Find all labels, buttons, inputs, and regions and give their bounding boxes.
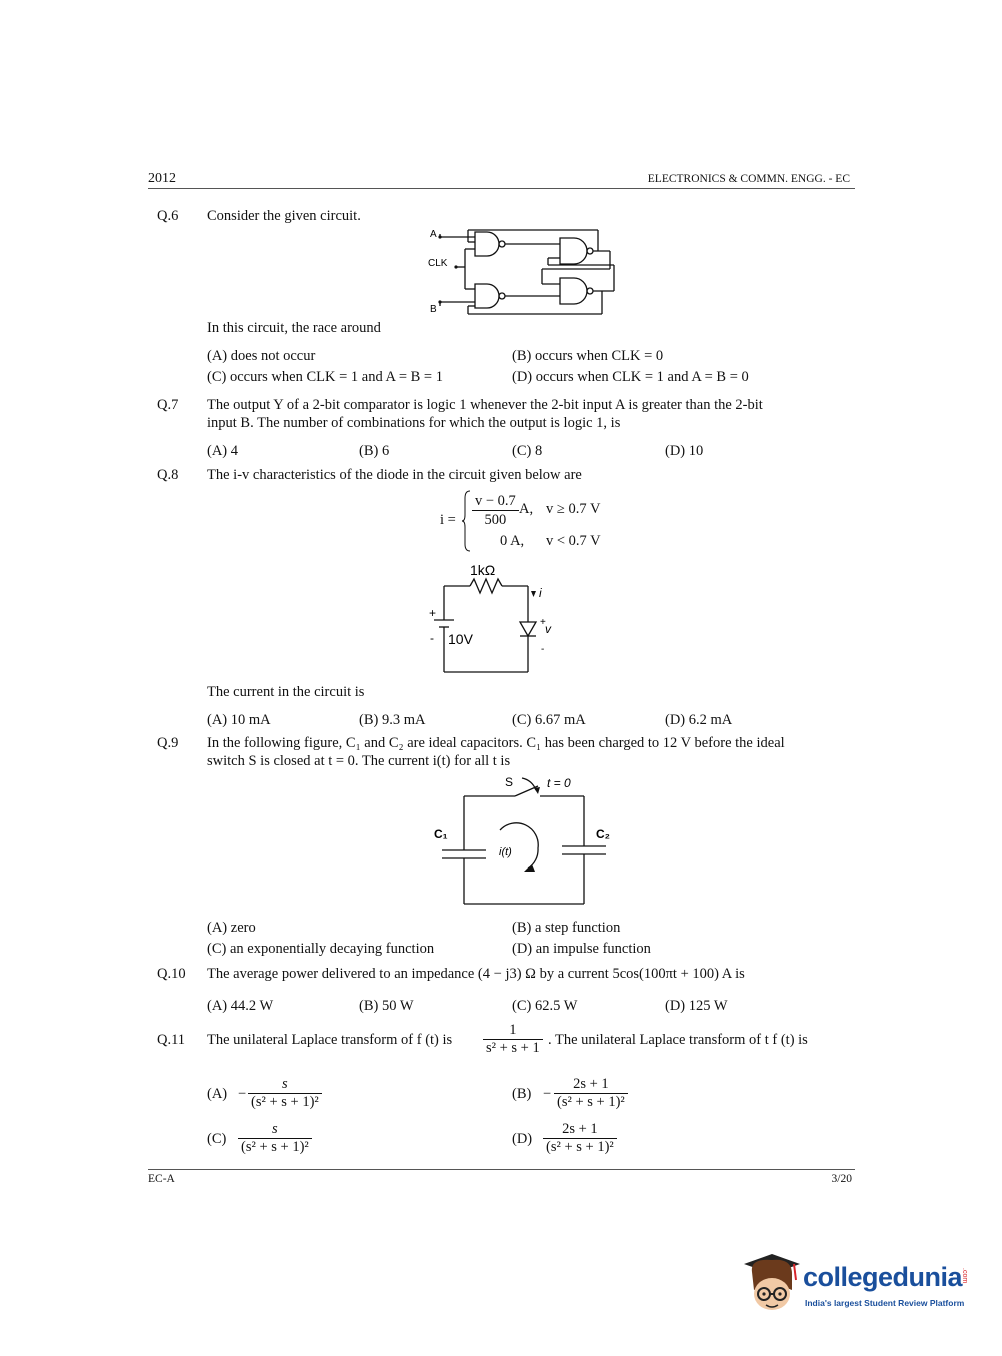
q8-diode-plus: + bbox=[540, 617, 546, 628]
q11-option-c-fraction bbox=[238, 1121, 312, 1156]
q11-number: Q.11 bbox=[157, 1032, 186, 1048]
q11-option-b-fraction bbox=[554, 1076, 628, 1111]
q11-option-a-den: (s² + s + 1)² bbox=[248, 1093, 322, 1111]
q8-diode-circuit bbox=[420, 556, 570, 678]
logo-suffix: .com bbox=[961, 1268, 968, 1284]
q8-option-b: (B) 9.3 mA bbox=[359, 712, 426, 728]
q8-source-label: 10V bbox=[448, 631, 473, 647]
q10-option-b: (B) 50 W bbox=[359, 998, 414, 1014]
q11-option-c-den: (s² + s + 1)² bbox=[238, 1138, 312, 1156]
q10-option-d: (D) 125 W bbox=[665, 998, 728, 1014]
q8-eq-condition1: v ≥ 0.7 V bbox=[546, 501, 601, 517]
q11-option-c-label: (C) bbox=[207, 1131, 227, 1147]
header-rule bbox=[148, 188, 855, 189]
q8-text: The i-v characteristics of the diode in the circuit given below are bbox=[207, 467, 582, 483]
q8-option-d: (D) 6.2 mA bbox=[665, 712, 733, 728]
q6-number: Q.6 bbox=[157, 208, 179, 224]
q9-line2: switch S is closed at t = 0. The current i(t) for all t is bbox=[207, 753, 511, 769]
q8-eq-lhs: i = bbox=[440, 512, 456, 528]
q11-option-a-num: s bbox=[282, 1076, 288, 1092]
q9-switch-label: S bbox=[505, 775, 514, 789]
q6-option-c: (C) occurs when CLK = 1 and A = B = 1 bbox=[207, 369, 443, 385]
q8-current-label: i bbox=[539, 586, 542, 600]
logo-wordmark: collegedunia bbox=[803, 1262, 963, 1292]
q11-option-d-den: (s² + s + 1)² bbox=[543, 1138, 617, 1156]
q8-voltage-label: v bbox=[545, 622, 551, 636]
q8-eq-fraction bbox=[472, 492, 519, 529]
q7-option-d: (D) 10 bbox=[665, 443, 704, 459]
q9-option-d: (D) an impulse function bbox=[512, 941, 651, 957]
q11-option-d-fraction bbox=[543, 1121, 617, 1156]
q6-logic-circuit bbox=[420, 222, 630, 320]
q8-eq-value2: 0 A, bbox=[500, 533, 525, 549]
q9-time-label: t = 0 bbox=[547, 776, 571, 790]
q6-option-b: (B) occurs when CLK = 0 bbox=[512, 348, 664, 364]
q7-option-c: (C) 8 bbox=[512, 443, 543, 459]
q6-label-a: A bbox=[430, 229, 437, 240]
q9-number: Q.9 bbox=[157, 735, 179, 751]
footer-rule bbox=[148, 1169, 855, 1170]
q11-f-numerator: 1 bbox=[509, 1022, 517, 1038]
q11-option-d-label: (D) bbox=[512, 1131, 533, 1147]
q7-option-b: (B) 6 bbox=[359, 443, 390, 459]
q8-source-plus: + bbox=[429, 606, 437, 620]
q6-label-b: B bbox=[430, 304, 437, 315]
footer-code: EC-A bbox=[148, 1173, 175, 1185]
q10-option-c: (C) 62.5 W bbox=[512, 998, 578, 1014]
q11-option-c-num: s bbox=[272, 1121, 278, 1137]
q11-option-a-label: (A) bbox=[207, 1086, 228, 1102]
q11-option-d-num: 2s + 1 bbox=[562, 1121, 598, 1137]
q8-number: Q.8 bbox=[157, 467, 179, 483]
q8-stem: The current in the circuit is bbox=[207, 684, 365, 700]
q10-option-a: (A) 44.2 W bbox=[207, 998, 274, 1014]
q8-resistor-label: 1kΩ bbox=[470, 562, 496, 578]
q8-diode-minus: - bbox=[541, 644, 545, 655]
q8-option-a: (A) 10 mA bbox=[207, 712, 271, 728]
collegedunia-mascot-icon bbox=[742, 1250, 802, 1320]
q9-option-a: (A) zero bbox=[207, 920, 256, 936]
q6-text: Consider the given circuit. bbox=[207, 208, 361, 224]
header-subject: ELECTRONICS & COMMN. ENGG. - EC bbox=[647, 173, 850, 185]
q9-c2-label: C₂ bbox=[596, 827, 610, 841]
q8-source-minus: - bbox=[430, 631, 434, 645]
q6-stem: In this circuit, the race around bbox=[207, 320, 381, 336]
q9-line1: In the following figure, C₁ and C₂ are ideal capacitors. C₁ has been charged to 12 V before the ideal bbox=[207, 735, 785, 751]
logo-tagline: India's largest Student Review Platform bbox=[805, 1298, 965, 1308]
q11-option-a-sign: − bbox=[238, 1086, 247, 1102]
q10-number: Q.10 bbox=[157, 966, 186, 982]
q7-number: Q.7 bbox=[157, 397, 179, 413]
q8-eq-condition2: v < 0.7 V bbox=[546, 533, 601, 549]
q11-option-a-fraction bbox=[248, 1076, 322, 1111]
q11-option-b-label: (B) bbox=[512, 1086, 532, 1102]
q11-option-b-num: 2s + 1 bbox=[573, 1076, 609, 1092]
q9-c1-label: C₁ bbox=[434, 827, 448, 841]
q11-f-fraction bbox=[483, 1022, 543, 1057]
q11-option-b-den: (s² + s + 1)² bbox=[554, 1093, 628, 1111]
q6-label-clk: CLK bbox=[428, 258, 448, 269]
q9-option-c: (C) an exponentially decaying function bbox=[207, 941, 435, 957]
q7-option-a: (A) 4 bbox=[207, 443, 239, 459]
header-year: 2012 bbox=[148, 171, 176, 186]
q7-line2: input B. The number of combinations for which the output is logic 1, is bbox=[207, 415, 621, 431]
q9-capacitor-circuit bbox=[430, 772, 620, 910]
q8-eq-brace bbox=[462, 490, 472, 552]
q6-option-a: (A) does not occur bbox=[207, 348, 316, 364]
q8-eq-unit: A, bbox=[519, 501, 534, 517]
q11-text-pre: The unilateral Laplace transform of f (t) is bbox=[207, 1032, 453, 1048]
q6-option-d: (D) occurs when CLK = 1 and A = B = 0 bbox=[512, 369, 749, 385]
q11-f-denominator: s² + s + 1 bbox=[483, 1039, 543, 1057]
q7-line1: The output Y of a 2-bit comparator is logic 1 whenever the 2-bit input A is greater than the 2-bit bbox=[207, 397, 763, 413]
q11-option-b-sign: − bbox=[543, 1086, 552, 1102]
q9-current-label: i(t) bbox=[499, 846, 512, 858]
q9-option-b: (B) a step function bbox=[512, 920, 621, 936]
q8-eq-numerator: v − 0.7 bbox=[475, 493, 516, 509]
footer-page: 3/20 bbox=[831, 1173, 852, 1185]
q10-text: The average power delivered to an impedance (4 − j3) Ω by a current 5cos(100πt + 100) A is bbox=[207, 966, 745, 982]
q11-text-post: . The unilateral Laplace transform of t f (t) is bbox=[548, 1032, 808, 1048]
q8-eq-denominator: 500 bbox=[472, 510, 519, 529]
q8-option-c: (C) 6.67 mA bbox=[512, 712, 586, 728]
